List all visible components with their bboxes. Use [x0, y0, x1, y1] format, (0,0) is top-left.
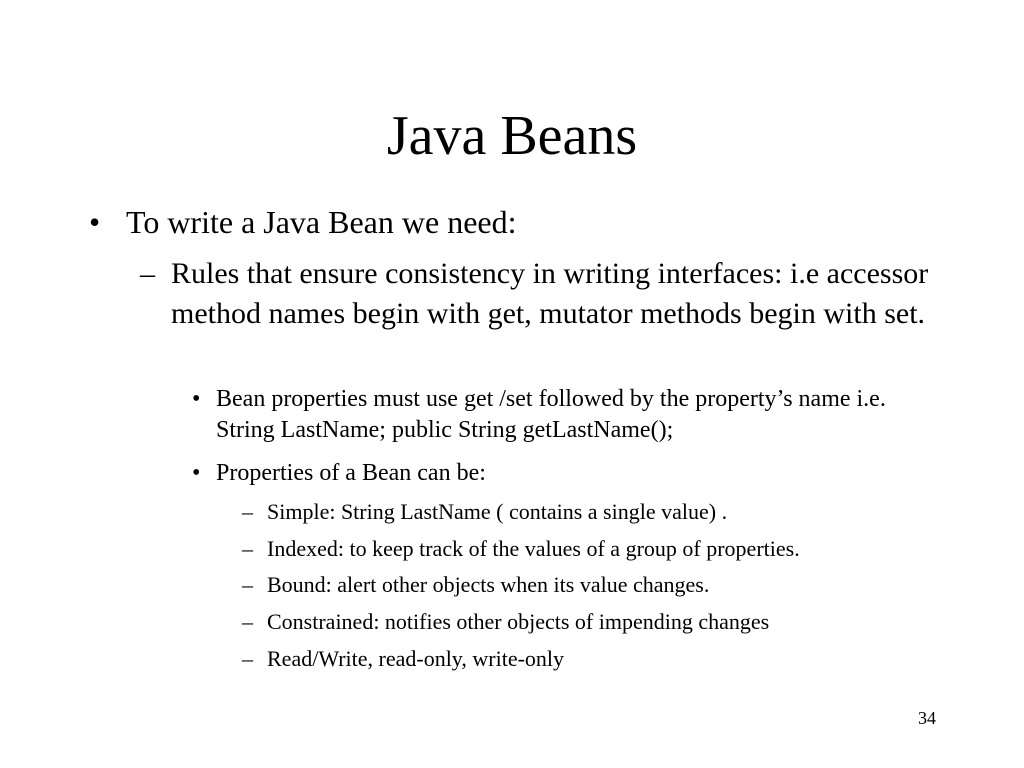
bullet-level-3 — [192, 384, 922, 446]
bullet-text: Simple: String LastName ( contains a single value) . — [267, 499, 728, 524]
bullet-marker: • — [192, 386, 201, 412]
dash-marker: – — [242, 646, 253, 671]
bullet-level-4 — [242, 535, 942, 563]
bullet-level-4 — [242, 645, 942, 673]
bullet-text: Properties of a Bean can be: — [216, 460, 486, 486]
bullet-text: Bean properties must use get /set followed by the property’s name i.e. String LastName; public String getLastName(); — [216, 386, 886, 443]
dash-marker: – — [140, 257, 155, 290]
dash-marker: – — [242, 536, 253, 561]
dash-marker: – — [242, 572, 253, 597]
bullet-level-3 — [192, 458, 922, 489]
bullet-level-4 — [242, 498, 942, 526]
bullet-text: To write a Java Bean we need: — [126, 204, 517, 240]
dash-marker: – — [242, 609, 253, 634]
bullet-level-1 — [89, 202, 949, 242]
bullet-text: Constrained: notifies other objects of impending changes — [267, 609, 770, 634]
page-number: 34 — [918, 708, 936, 728]
dash-marker: – — [242, 499, 253, 524]
bullet-marker: • — [192, 460, 201, 486]
bullet-level-4 — [242, 571, 942, 599]
bullet-level-4 — [242, 608, 942, 636]
bullet-text: Read/Write, read-only, write-only — [267, 646, 565, 671]
bullet-text: Bound: alert other objects when its value changes. — [267, 572, 710, 597]
bullet-level-2 — [140, 254, 930, 334]
bullet-marker: • — [89, 204, 101, 240]
slide-title: Java Beans — [386, 105, 638, 167]
bullet-text: Indexed: to keep track of the values of a group of properties. — [267, 536, 800, 561]
bullet-text: Rules that ensure consistency in writing interfaces: i.e accessor method names begin with get, mutator methods begin with set. — [171, 257, 929, 330]
